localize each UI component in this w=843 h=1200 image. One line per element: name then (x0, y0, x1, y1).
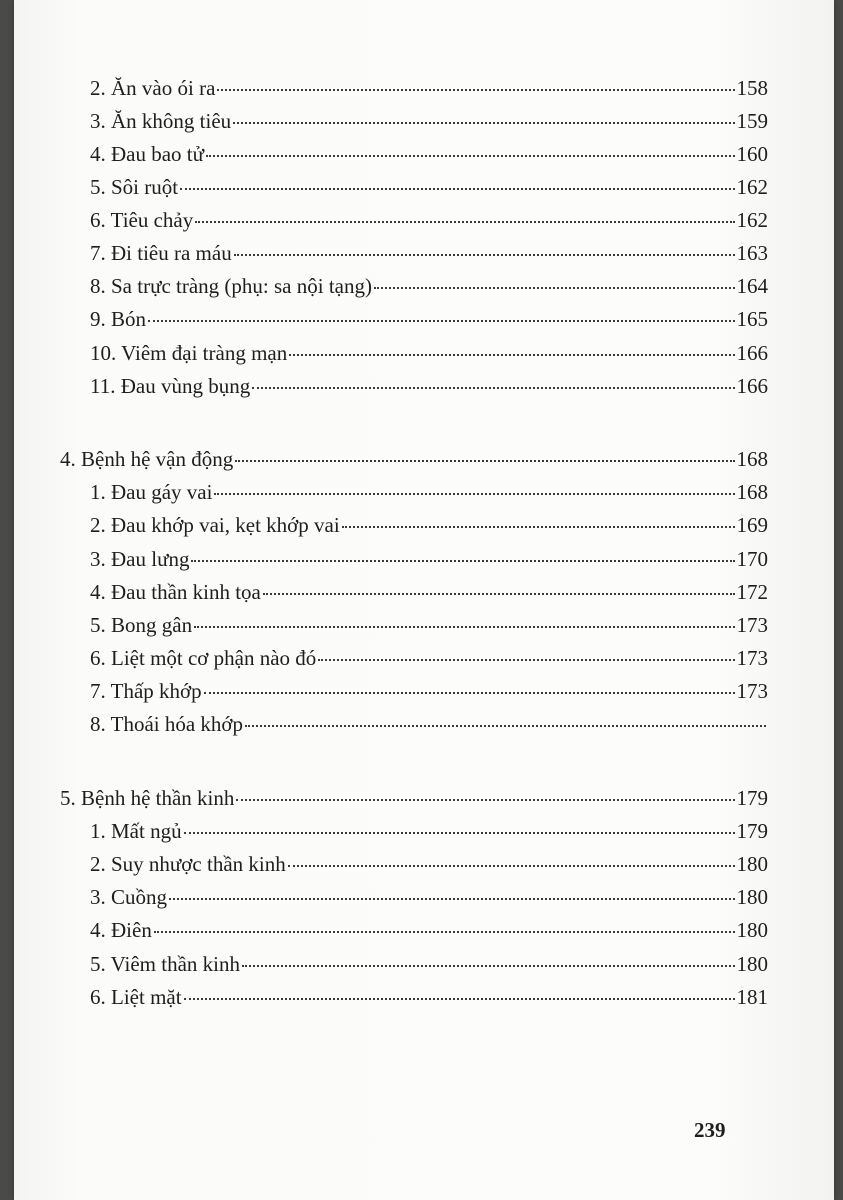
toc-entry-title: 3. Ăn không tiêu (90, 109, 232, 133)
toc-entry (90, 274, 768, 299)
dot-leader (234, 254, 735, 256)
toc-entry-title: 3. Cuồng (90, 885, 168, 909)
toc-section-entry (60, 786, 768, 811)
dot-leader (206, 155, 734, 157)
dot-leader (184, 832, 735, 834)
toc-entry-title: 6. Tiêu chảy (90, 208, 194, 232)
toc-entry-page: 180 (736, 918, 768, 942)
toc-entry-page: 173 (736, 679, 768, 703)
dot-leader (169, 898, 734, 900)
dot-leader (288, 865, 735, 867)
toc-entry-page: 173 (736, 646, 768, 670)
dot-leader (318, 659, 734, 661)
toc-entry-page: 172 (736, 580, 768, 604)
toc-entry (90, 374, 768, 399)
toc-entry-title: 1. Đau gáy vai (90, 480, 213, 504)
dot-leader (148, 320, 734, 322)
toc-entry (90, 341, 768, 366)
toc-entry (90, 580, 768, 605)
dot-leader (235, 460, 734, 462)
toc-entry-page: 179 (736, 786, 768, 810)
toc-entry-title: 6. Liệt một cơ phận nào đó (90, 646, 317, 670)
toc-entry (90, 819, 768, 844)
toc-entry-title: 5. Bệnh hệ thần kinh (60, 786, 235, 810)
toc-entry-title: 4. Điên (90, 918, 152, 942)
dot-leader (289, 354, 734, 356)
toc-entry-title: 10. Viêm đại tràng mạn (90, 341, 288, 365)
toc-section-entry (60, 447, 768, 472)
toc-entry-title: 4. Bệnh hệ vận động (60, 447, 234, 471)
dot-leader (180, 188, 734, 190)
dot-leader (242, 965, 734, 967)
dot-leader (195, 221, 734, 223)
toc-entry (90, 142, 768, 167)
toc-entry-title: 2. Suy nhược thần kinh (90, 852, 286, 876)
toc-entry-page: 162 (736, 208, 768, 232)
toc-entry-title: 7. Thấp khớp (90, 679, 202, 703)
toc-entry (90, 547, 768, 572)
toc-entry-title: 5. Sôi ruột (90, 175, 179, 199)
toc-entry (90, 307, 768, 332)
toc-entry-title: 11. Đau vùng bụng (90, 374, 251, 398)
toc-entry-page: 163 (736, 241, 768, 265)
dot-leader (342, 526, 735, 528)
toc-entry-title: 5. Viêm thần kinh (90, 952, 241, 976)
toc-entry-page: 180 (736, 952, 768, 976)
dot-leader (204, 692, 735, 694)
toc-entry-title: 8. Thoái hóa khớp (90, 712, 244, 736)
dot-leader (236, 799, 734, 801)
toc-entry (90, 76, 768, 101)
toc-entry-page: 180 (736, 885, 768, 909)
toc-entry-title: 4. Đau thần kinh tọa (90, 580, 261, 604)
toc-entry-page: 181 (736, 985, 768, 1009)
toc-entry (90, 513, 768, 538)
toc-entry (90, 646, 768, 671)
toc-entry (90, 241, 768, 266)
toc-entry (90, 109, 768, 134)
toc-entry-title: 8. Sa trực tràng (phụ: sa nội tạng) (90, 274, 372, 298)
dot-leader (194, 626, 734, 628)
toc-entry-page: 173 (736, 613, 768, 637)
toc-entry-page: 170 (736, 547, 768, 571)
dot-leader (214, 493, 734, 495)
toc-entry-page: 162 (736, 175, 768, 199)
toc-entry-page: 159 (736, 109, 768, 133)
toc-entry-page: 169 (736, 513, 768, 537)
dot-leader (217, 89, 734, 91)
toc-entry-page: 165 (736, 307, 768, 331)
toc-entry-page: 160 (736, 142, 768, 166)
toc-entry-page: 166 (736, 341, 768, 365)
toc-entry-title: 5. Bong gân (90, 613, 193, 637)
dot-leader (263, 593, 735, 595)
dot-leader (252, 387, 734, 389)
toc-entry (90, 952, 768, 977)
page-number: 239 (694, 1118, 726, 1142)
dot-leader (154, 931, 735, 933)
book-page (14, 0, 834, 1200)
toc-entry-page: 180 (736, 852, 768, 876)
toc-entry-title: 3. Đau lưng (90, 547, 190, 571)
toc-entry-page: 168 (736, 480, 768, 504)
toc-entry-title: 6. Liệt mặt (90, 985, 182, 1009)
toc-entry-page: 179 (736, 819, 768, 843)
toc-entry-page: 168 (736, 447, 768, 471)
dot-leader (233, 122, 734, 124)
toc-entry (90, 208, 768, 233)
toc-entry-title: 4. Đau bao tử (90, 142, 205, 166)
toc-entry-title: 9. Bón (90, 307, 147, 331)
toc-entry (90, 985, 768, 1010)
toc-entry-page: 164 (736, 274, 768, 298)
dot-leader (374, 287, 735, 289)
toc-entry (90, 175, 768, 200)
toc-entry (90, 480, 768, 505)
toc-entry (90, 712, 768, 737)
toc-entry-page: 166 (736, 374, 768, 398)
dot-leader (184, 998, 735, 1000)
toc-entry (90, 679, 768, 704)
toc-entry (90, 885, 768, 910)
toc-entry (90, 613, 768, 638)
toc-entry-title: 2. Đau khớp vai, kẹt khớp vai (90, 513, 340, 537)
toc-entry-title: 1. Mất ngủ (90, 819, 182, 843)
toc-entry-title: 2. Ăn vào ói ra (90, 76, 216, 100)
toc-entry-page: 158 (736, 76, 768, 100)
toc-entry (90, 852, 768, 877)
toc-entry (90, 918, 768, 943)
dot-leader (191, 560, 734, 562)
toc-entry-title: 7. Đi tiêu ra máu (90, 241, 232, 265)
dot-leader (245, 725, 766, 727)
